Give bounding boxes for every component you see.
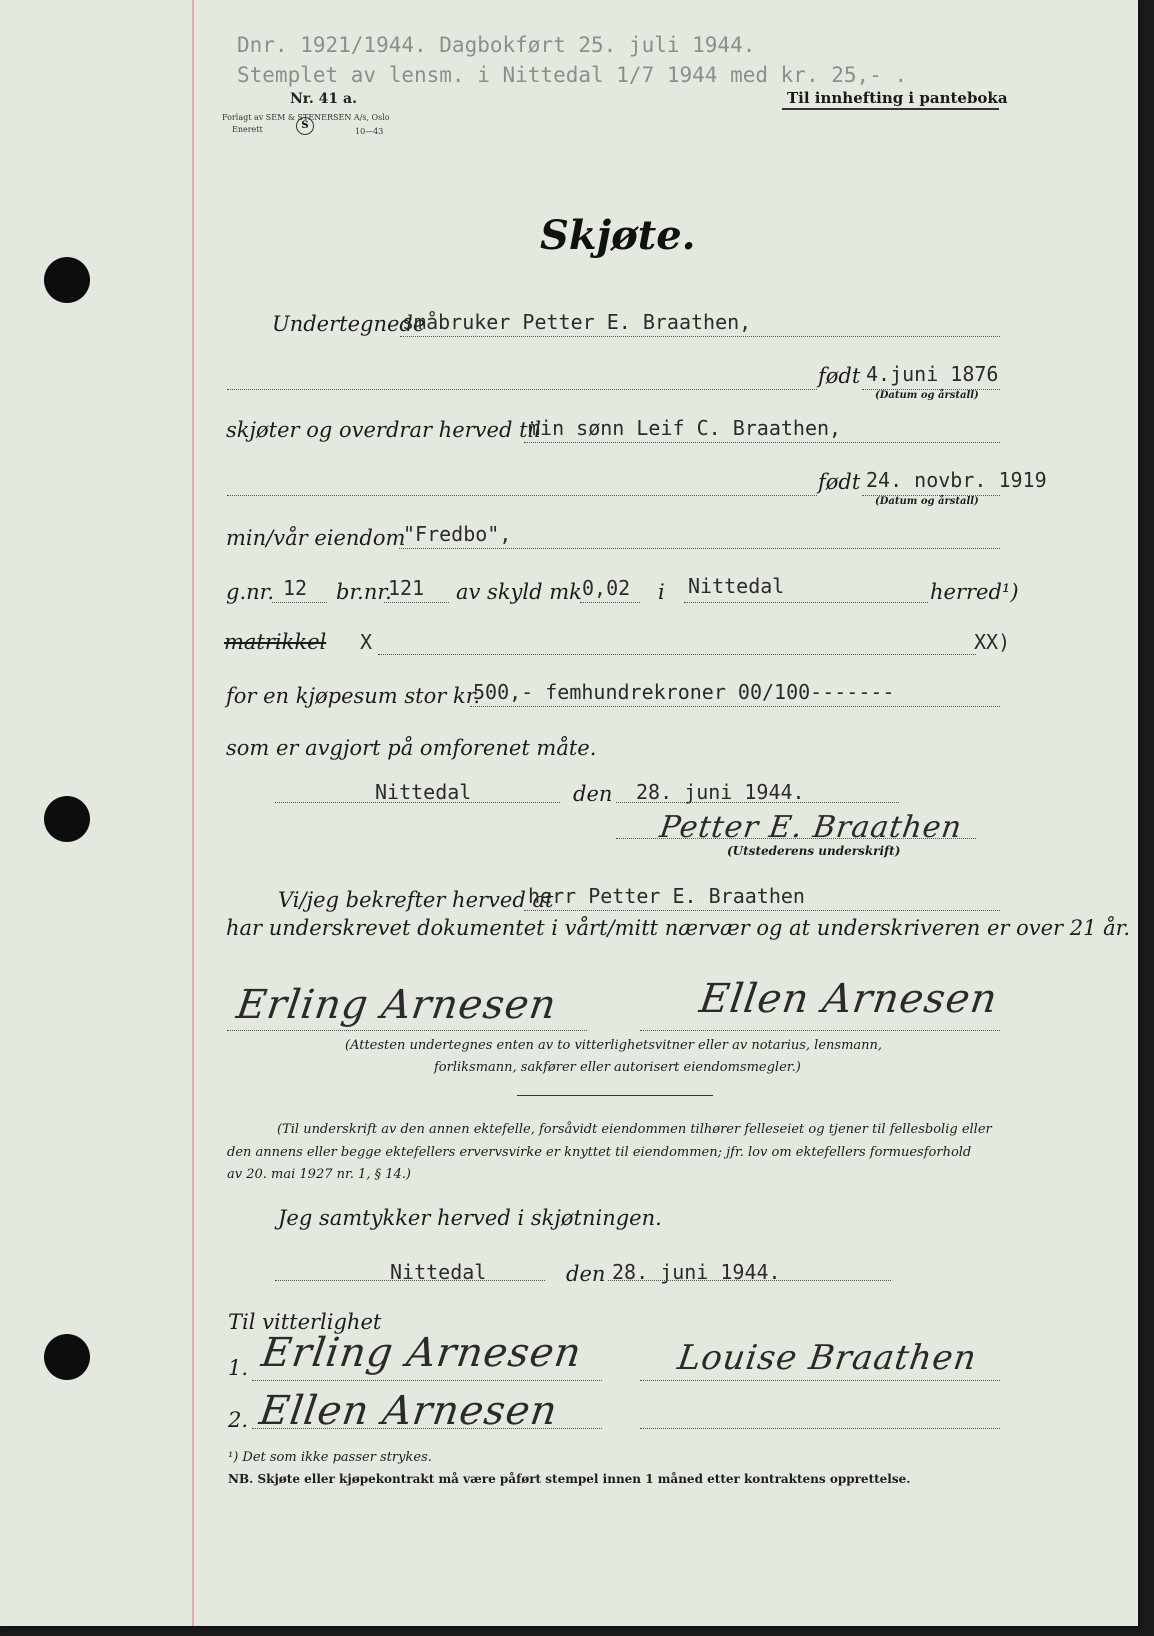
signing-date: 28. juni 1944. [636, 780, 805, 804]
buyer-born-caption: (Datum og årstall) [875, 496, 979, 507]
vitterlighet-signature-2: Ellen Arnesen [256, 1388, 561, 1434]
vitterlighet-dotline-2 [252, 1428, 602, 1429]
witness-signature-1: Erling Arnesen [233, 982, 560, 1028]
punch-hole-middle [44, 796, 90, 842]
price-value: 500,- femhundrekroner 00/100------- [473, 680, 895, 704]
spouse-place: Nittedal [390, 1260, 487, 1284]
spouse-date-dotline [608, 1280, 891, 1281]
i-label: i [658, 580, 665, 604]
signing-den-label: den [573, 782, 613, 806]
header-line-2: Stemplet av lensm. i Nittedal 1/7 1944 med kr. 25,- . [237, 63, 908, 87]
municipality-dotline [684, 602, 928, 603]
til-innhefting-label: Til innhefting i panteboka [787, 89, 1008, 107]
spouse-signature: Louise Braathen [675, 1338, 980, 1378]
witness-signature-2: Ellen Arnesen [696, 976, 1001, 1022]
publisher-line: Forlagt av SEM & STENERSEN A/s, Oslo [222, 113, 390, 122]
header-line-1: Dnr. 1921/1944. Dagbokført 25. juli 1944. [237, 33, 756, 57]
footnote-1: ¹) Det som ikke passer strykes. [228, 1450, 432, 1465]
seller-signature-caption: (Utstederens underskrift) [727, 844, 901, 858]
punch-hole-top [44, 257, 90, 303]
spouse-place-dotline [275, 1280, 545, 1281]
spouse-date: 28. juni 1944. [612, 1260, 781, 1284]
skyld-value: 0,02 [582, 576, 631, 600]
publisher-logo: S [296, 117, 314, 135]
spouse-note-line-1: (Til underskrift av den annen ektefelle, forsåvidt eiendommen tilhører felleseiet og tjener til fellesbolig eller [277, 1122, 992, 1137]
gnr-value: 12 [283, 576, 308, 600]
buyer-born-label: født [818, 470, 861, 494]
publisher-date: 10—43 [355, 127, 384, 136]
witness-number-2: 2. [228, 1408, 249, 1432]
xx-mark: XX) [974, 630, 1011, 654]
buyer-label: skjøter og overdrar herved til [226, 418, 541, 442]
seller-signature: Petter E. Braathen [657, 810, 965, 845]
spouse-note-line-3: av 20. mai 1927 nr. 1, § 14.) [227, 1167, 411, 1182]
gnr-dotline [272, 602, 327, 603]
spouse-signature-dotline [640, 1380, 1000, 1381]
seller-born-label: født [818, 364, 861, 388]
witness-intro-dotline [524, 910, 1000, 911]
buyer-dotline [524, 442, 1000, 443]
signing-date-dotline [616, 802, 899, 803]
property-name: "Fredbo", [403, 522, 512, 546]
signing-place: Nittedal [375, 780, 472, 804]
witness-note-line-1: (Attesten undertegnes enten av to vitterlighetsvitner eller av notarius, lensmann, [345, 1038, 883, 1053]
seller-born-caption: (Datum og årstall) [875, 390, 979, 401]
municipality-value: Nittedal [688, 574, 785, 598]
witness-note-line-2: forliksmann, sakfører eller autorisert eiendomsmegler.) [434, 1060, 801, 1075]
seller-born-dotline [227, 389, 817, 390]
herred-label: herred¹) [930, 580, 1019, 604]
property-name-dotline [399, 548, 1000, 549]
seller-label: Undertegnede [272, 312, 426, 336]
document-title: Skjøte. [540, 212, 696, 259]
punch-hole-bottom [44, 1334, 90, 1380]
skyld-label: av skyld mk [456, 580, 582, 604]
brnr-value: 121 [388, 576, 425, 600]
price-dotline [470, 706, 1000, 707]
price-label: for en kjøpesum stor kr. [226, 684, 481, 708]
price-settled: som er avgjort på omforenet måte. [226, 736, 597, 760]
brnr-label: br.nr. [336, 580, 392, 604]
witness-line-2: har underskrevet dokumentet i vårt/mitt nærvær og at underskriveren er over 21 år. [226, 916, 1131, 940]
form-number: Nr. 41 a. [290, 91, 357, 107]
witness-signature-1-dotline [227, 1030, 587, 1031]
buyer-born-value: 24. novbr. 1919 [866, 468, 1047, 492]
footnote-nb: NB. Skjøte eller kjøpekontrakt må være påført stempel innen 1 måned etter kontraktens opprettelse. [228, 1472, 911, 1486]
buyer-born-dotline [227, 495, 817, 496]
brnr-dotline [384, 602, 449, 603]
witness-intro-label: Vi/jeg bekrefter herved at [278, 888, 554, 912]
witness-number-1: 1. [228, 1356, 249, 1380]
seller-value: småbruker Petter E. Braathen, [402, 310, 752, 334]
matrikkel-dotline [378, 654, 976, 655]
vitterlighet-dotline-1 [252, 1380, 602, 1381]
witness-intro-value: herr Petter E. Braathen [528, 884, 805, 908]
spouse-den-label: den [566, 1262, 606, 1286]
seller-born-value: 4.juni 1876 [866, 362, 999, 386]
seller-signature-dotline [616, 838, 976, 839]
til-vitterlighet: Til vitterlighet [228, 1310, 382, 1334]
signing-place-dotline [275, 802, 560, 803]
skyld-dotline [580, 602, 640, 603]
spouse-note-line-2: den annens eller begge ektefellers ervervsvirke er knyttet til eiendommen; jfr. lov om ektefellers formuesforhold [227, 1145, 972, 1160]
spouse-consent: Jeg samtykker herved i skjøtningen. [278, 1206, 662, 1230]
publisher-enerett: Enerett [232, 125, 263, 134]
matrikkel-mark: X [360, 630, 373, 654]
gnr-label: g.nr. [226, 580, 275, 604]
seller-dotline [400, 336, 1000, 337]
vitterlighet-signature-1: Erling Arnesen [258, 1330, 585, 1376]
property-owner-label: min/vår eiendom [226, 526, 406, 550]
spouse-dotline-2 [640, 1428, 1000, 1429]
margin-line [192, 0, 194, 1626]
matrikkel-label: matrikkel [224, 630, 327, 654]
buyer-value: min sønn Leif C. Braathen, [528, 416, 842, 440]
divider-rule [517, 1095, 713, 1096]
witness-signature-2-dotline [640, 1030, 1000, 1031]
til-innhefting-underline [782, 108, 999, 110]
